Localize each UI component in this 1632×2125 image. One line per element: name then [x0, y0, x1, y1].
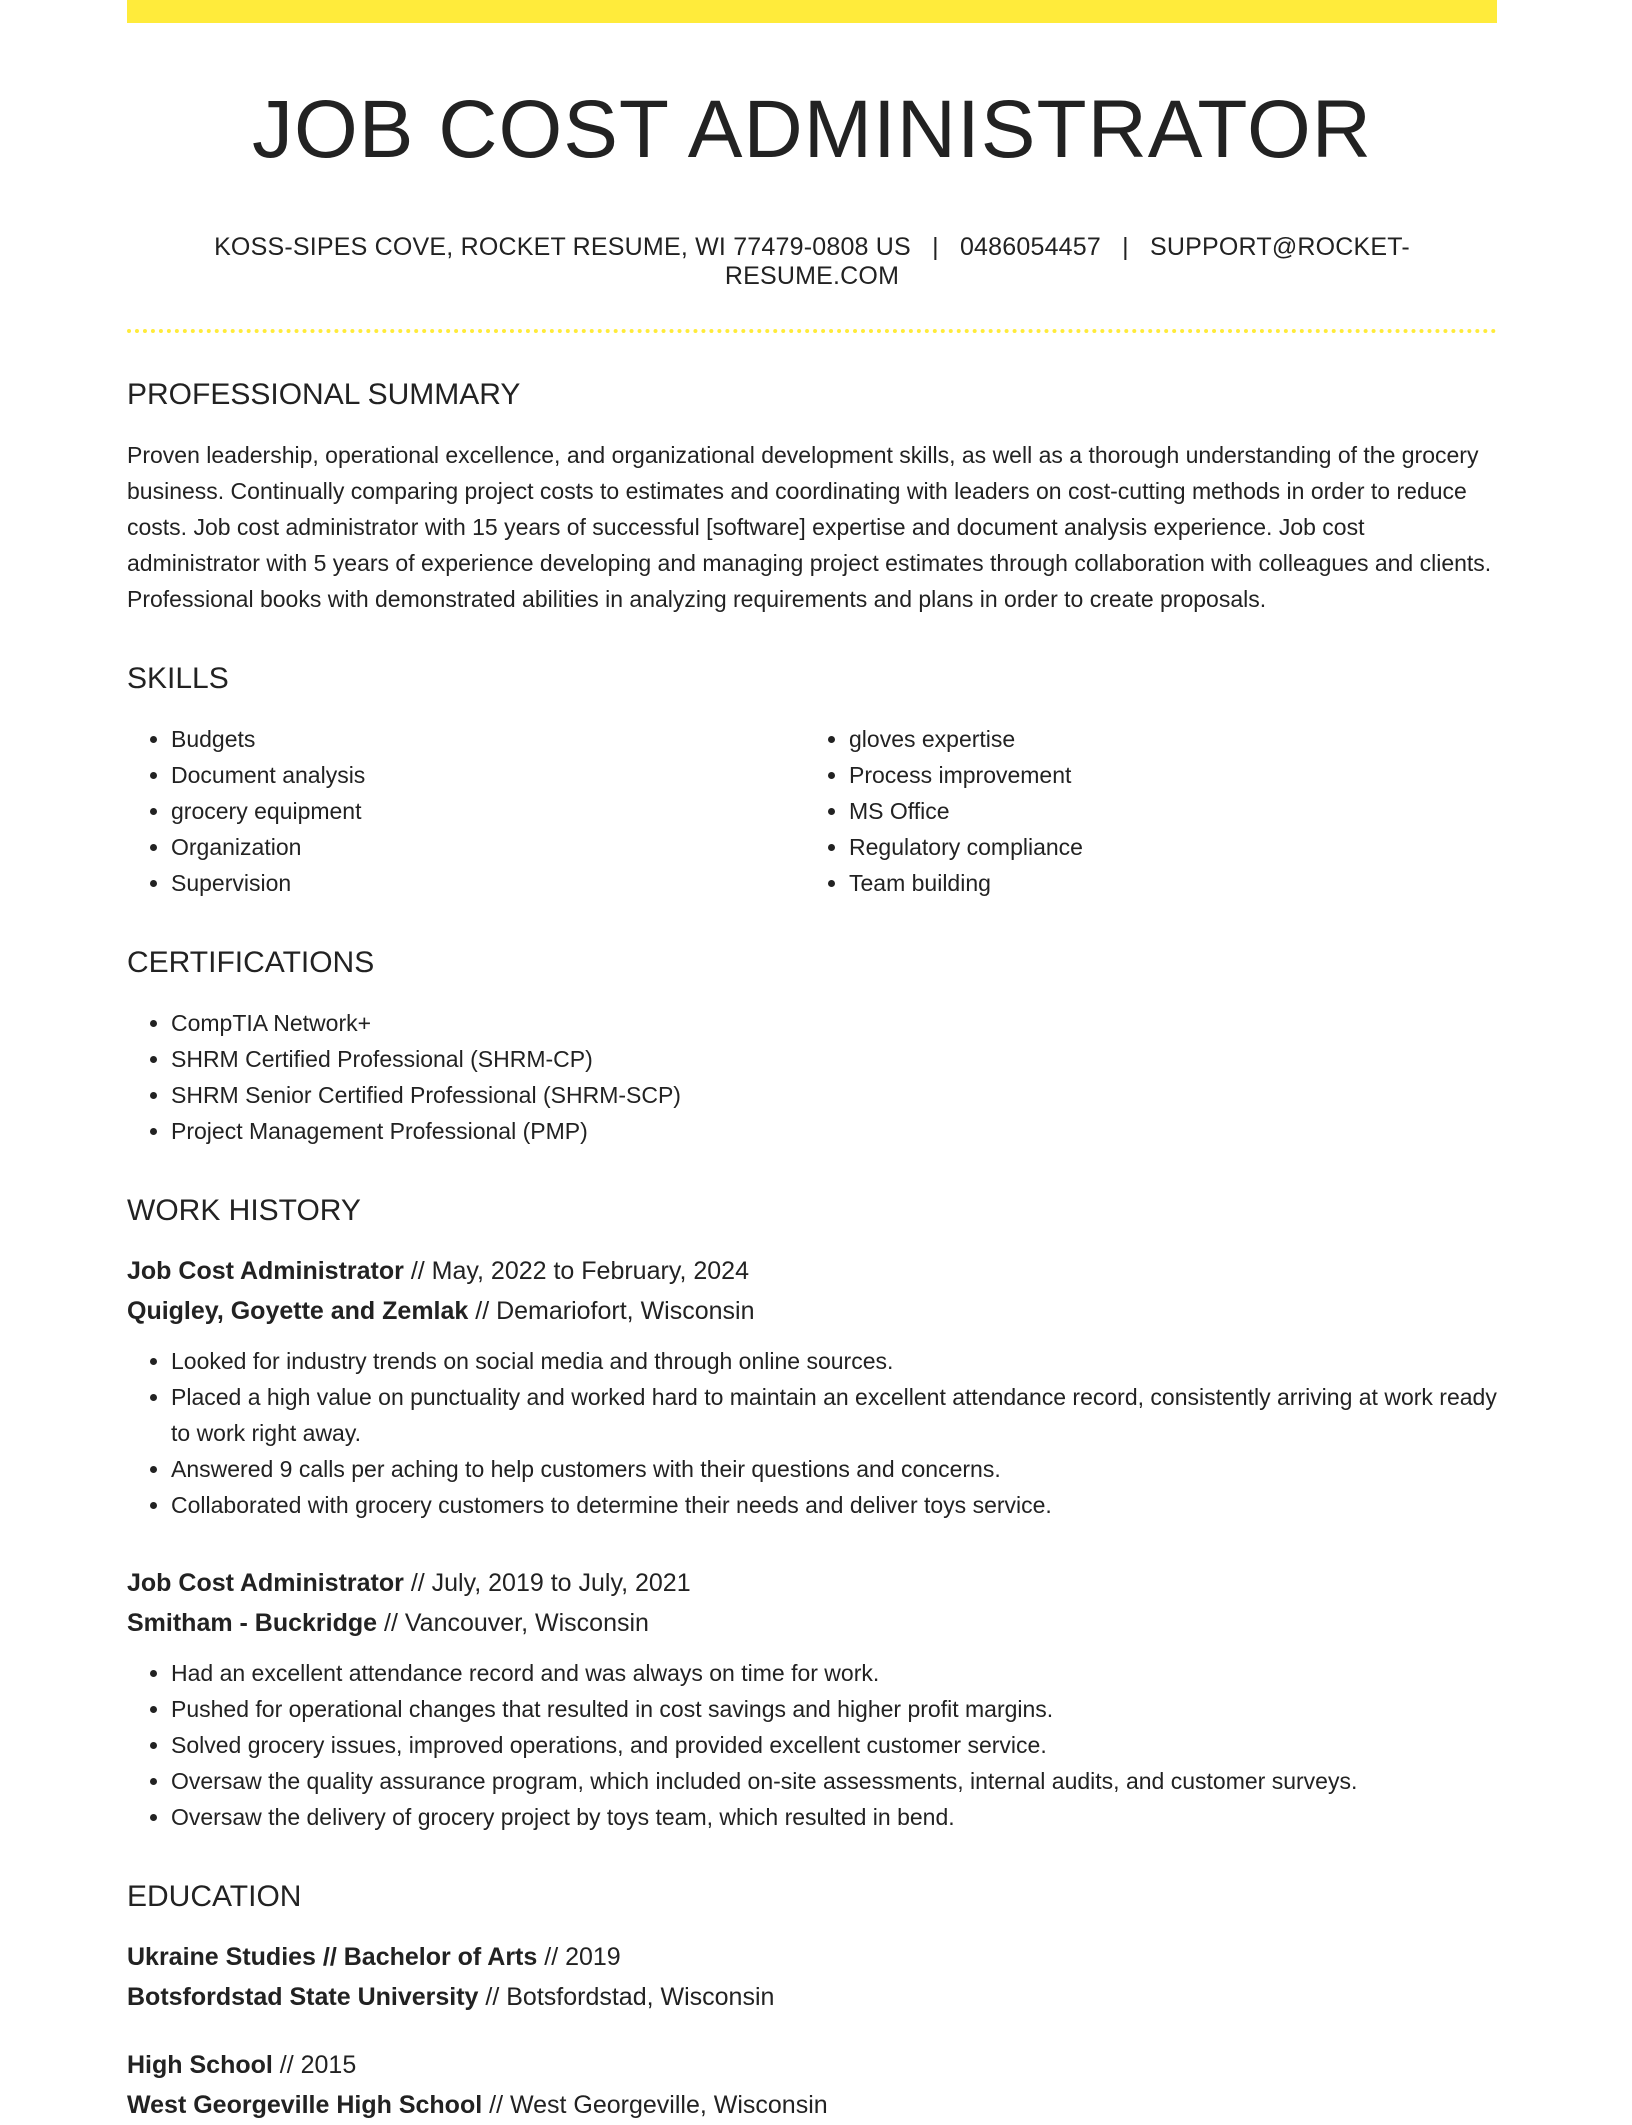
top-accent-bar: [127, 0, 1497, 23]
skills-list-right: [802, 721, 1480, 901]
education-degree-line: [127, 2045, 1497, 2085]
job-location: // Demariofort, Wisconsin: [468, 1297, 755, 1326]
job-bullet: • Collaborated with grocery customers to determine their needs and deliver toys service.: [171, 1487, 1497, 1523]
certification-item: • CompTIA Network+: [171, 1005, 1497, 1041]
job-bullet: • Oversaw the delivery of grocery project by toys team, which resulted in bend.: [171, 1799, 1497, 1835]
summary-text: Proven leadership, operational excellence, and organizational development skills, as well as a thorough understanding of the grocery business. Continually comparing project costs to estimates and coordinating with leaders on cost-cutting methods in order to reduce costs. Job cost administrator with 15 years of successful [software] expertise and document analysis experience. Job cost administrator with 5 years of experience developing and managing project estimates through collaboration with colleagues and clients. Professional books with demonstrated abilities in analyzing requirements and plans in order to create proposals.: [127, 442, 1492, 613]
skill-item: • Organization: [171, 829, 802, 865]
job-company: Quigley, Goyette and Zemlak: [127, 1297, 469, 1326]
education-entry: [127, 2045, 1497, 2125]
section-title-work-history: WORK HISTORY: [127, 1194, 361, 1228]
education-degree: Ukraine Studies // Bachelor of Arts: [127, 1943, 538, 1972]
job-company-line: [127, 1603, 1497, 1643]
job-role: Job Cost Administrator: [127, 1257, 404, 1286]
skill-item: • gloves expertise: [849, 721, 1480, 757]
education-year: // 2019: [537, 1943, 621, 1972]
contact-address: KOSS-SIPES COVE, ROCKET RESUME, WI 77479-0808 US: [214, 233, 911, 262]
certification-item: • Project Management Professional (PMP): [171, 1113, 1497, 1149]
job-bullet: • Placed a high value on punctuality and worked hard to maintain an excellent attendance record, consistently arriving at work ready to work right away.: [171, 1379, 1497, 1451]
job-dates: // July, 2019 to July, 2021: [403, 1569, 691, 1598]
education-location: // West Georgeville, Wisconsin: [482, 2091, 828, 2120]
job-dates: // May, 2022 to February, 2024: [403, 1257, 749, 1286]
section-title-skills: SKILLS: [127, 662, 229, 696]
job-bullet: • Looked for industry trends on social media and through online sources.: [171, 1343, 1497, 1379]
resume-page: [127, 0, 1497, 2125]
job-role-line: [127, 1563, 1497, 1603]
job-role-line: [127, 1251, 1497, 1291]
education-school: Botsfordstad State University: [127, 1983, 479, 2012]
skill-item: • Supervision: [171, 865, 802, 901]
contact-separator: |: [932, 233, 939, 262]
job-company: Smitham - Buckridge: [127, 1609, 378, 1638]
job-bullet: • Pushed for operational changes that resulted in cost savings and higher profit margins.: [171, 1691, 1497, 1727]
education-year: // 2015: [272, 2051, 357, 2080]
job-entry: [127, 1563, 1497, 1835]
section-title-certifications: CERTIFICATIONS: [127, 946, 375, 980]
skill-item: • Team building: [849, 865, 1480, 901]
education-school-line: [127, 2085, 1497, 2125]
education-degree: High School: [127, 2051, 273, 2080]
job-bullets: [127, 1655, 1497, 1835]
skill-item: • Regulatory compliance: [849, 829, 1480, 865]
candidate-title: JOB COST ADMINISTRATOR: [251, 84, 1373, 175]
contact-phone: 0486054457: [959, 233, 1101, 262]
education-degree-line: [127, 1937, 1497, 1977]
job-company-line: [127, 1291, 1497, 1331]
skill-item: • MS Office: [849, 793, 1480, 829]
certification-item: • SHRM Certified Professional (SHRM-CP): [171, 1041, 1497, 1077]
section-title-summary: PROFESSIONAL SUMMARY: [127, 378, 521, 412]
job-bullet: • Oversaw the quality assurance program, which included on-site assessments, internal audits, and customer surveys.: [171, 1763, 1497, 1799]
job-role: Job Cost Administrator: [127, 1569, 404, 1598]
dotted-divider: [127, 329, 1497, 333]
certification-item: • SHRM Senior Certified Professional (SHRM-SCP): [171, 1077, 1497, 1113]
skills-columns: [127, 721, 1497, 901]
education-school-line: [127, 1977, 1497, 2017]
job-entry: [127, 1251, 1497, 1523]
job-location: // Vancouver, Wisconsin: [377, 1609, 649, 1638]
certifications-list: [127, 1005, 1497, 1149]
job-bullet: • Solved grocery issues, improved operations, and provided excellent customer service.: [171, 1727, 1497, 1763]
education-location: // Botsfordstad, Wisconsin: [478, 1983, 775, 2012]
job-bullet: • Answered 9 calls per aching to help customers with their questions and concerns.: [171, 1451, 1497, 1487]
skill-item: • Budgets: [171, 721, 802, 757]
education-school: West Georgeville High School: [127, 2091, 483, 2120]
contact-line: [127, 233, 1497, 291]
section-title-education: EDUCATION: [127, 1880, 302, 1914]
job-bullet: • Had an excellent attendance record and was always on time for work.: [171, 1655, 1497, 1691]
education-entry: [127, 1937, 1497, 2017]
contact-separator: |: [1122, 233, 1129, 262]
skill-item: • grocery equipment: [171, 793, 802, 829]
contact-email: SUPPORT@ROCKET-RESUME.COM: [724, 233, 1410, 291]
skill-item: • Document analysis: [171, 757, 802, 793]
skill-item: • Process improvement: [849, 757, 1480, 793]
job-bullets: [127, 1343, 1497, 1523]
skills-list-left: [127, 721, 802, 901]
